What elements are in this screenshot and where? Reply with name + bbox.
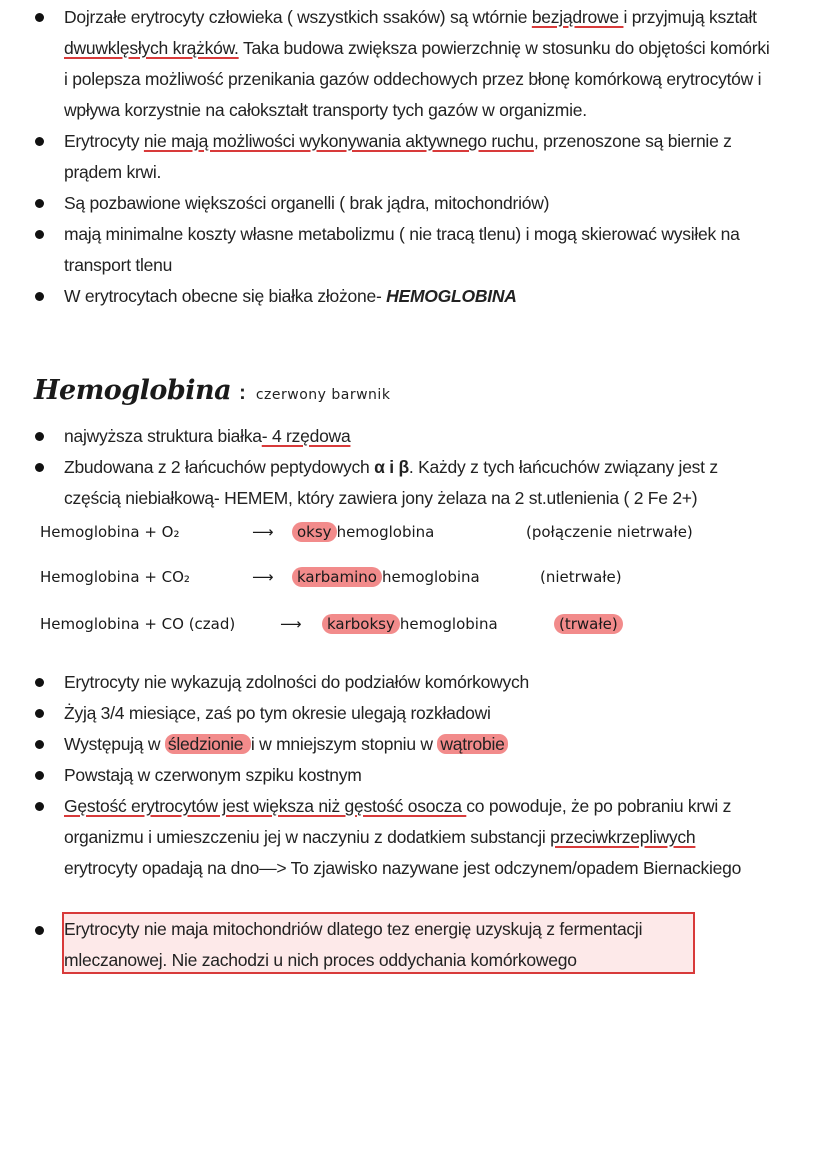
underlined-term: bezjądrowe [531, 7, 624, 27]
list-item: Żyją 3/4 miesiące, zaś po tym okresie ulegają rozkładowi [30, 698, 770, 729]
reaction-product: karboksy hemoglobina [322, 615, 498, 633]
reaction-product: oksy hemoglobina [292, 523, 434, 541]
list-item: Są pozbawione większości organelli ( brak jądra, mitochondriów) [30, 188, 770, 219]
reaction-note [554, 615, 623, 633]
reaction-note: (połączenie nietrwałe) [526, 523, 693, 541]
bullet-icon [35, 678, 44, 687]
underlined-term: przeciwkrzepliwych [550, 827, 696, 847]
product-highlight: karbamino [292, 567, 382, 587]
erythrocyte-lifecycle-list [30, 667, 770, 884]
highlighted-term: wątrobie [437, 734, 507, 754]
reaction-left: Hemoglobina + CO₂ [40, 568, 190, 586]
arrow-icon: ⟶ [252, 568, 274, 586]
hemoglobina-term: HEMOGLOBINA [386, 286, 517, 306]
list-item: Zbudowana z 2 łańcuchów peptydowych α i β. Każdy z tych łańcuchów związany jest z częścią niebiałkową- HEMEM, który zawiera jony żelaza na 2 st.utlenienia ( 2 Fe 2+) [30, 452, 770, 514]
heading-title: Hemoglobina [34, 375, 232, 406]
reaction-product: karbamino hemoglobina [292, 568, 480, 586]
bullet-icon [35, 709, 44, 718]
arrow-icon: ⟶ [252, 523, 274, 541]
heading-subtitle: czerwony barwnik [255, 387, 391, 403]
bullet-icon [35, 432, 44, 441]
list-item: Powstają w czerwonym szpiku kostnym [30, 760, 770, 791]
reaction-note: (nietrwałe) [540, 568, 622, 586]
bullet-icon [35, 292, 44, 301]
bullet-icon [35, 199, 44, 208]
list-item: Gęstość erytrocytów jest większa niż gęstość osocza co powoduje, że po pobraniu krwi z organizmu i umieszczeniu jej w naczyniu z dodatkiem substancji przeciwkrzepliwych erytrocyty opadają na dno—> To zjawisko nazywane jest odczynem/opadem Biernackiego [30, 791, 770, 884]
arrow-icon: ⟶ [280, 615, 302, 633]
reaction-left: Hemoglobina + O₂ [40, 523, 180, 541]
highlighted-term: śledzionie [165, 734, 251, 754]
underlined-term: - 4 rzędowa [261, 426, 351, 446]
list-item: najwyższa struktura białka- 4 rzędowa [30, 421, 770, 452]
bullet-icon [35, 13, 44, 22]
bullet-icon [35, 740, 44, 749]
list-item: W erytrocytach obecne się białka złożone- HEMOGLOBINA [30, 281, 770, 312]
hemoglobin-facts-list [30, 421, 770, 514]
boxed-note: Erytrocyty nie maja mitochondriów dlatego tez energię uzyskują z fermentacji mleczanowej. Nie zachodzi u nich proces oddychania komórkowego [64, 919, 643, 970]
product-highlight: oksy [292, 522, 337, 542]
bullet-icon [35, 137, 44, 146]
reaction-row [40, 523, 800, 553]
list-item: Występują w śledzionie i w mniejszym stopniu w wątrobie [30, 729, 770, 760]
reaction-row [40, 615, 800, 645]
bullet-icon [35, 463, 44, 472]
note-highlight: (trwałe) [554, 614, 623, 634]
list-item: Dojrzałe erytrocyty człowieka ( wszystkich ssaków) są wtórnie bezjądrowe i przyjmują kształt dwuwklęsłych krążków. Taka budowa zwiększa powierzchnię w stosunku do objętości komórki i polepsza możliwość przenikania gazów oddechowych przez błonę komórkową erytrocytów i wpływa korzystnie na całokształt transporty tych gazów w organizmie. [30, 2, 770, 126]
erythrocyte-facts-list [30, 2, 770, 312]
list-item: Erytrocyty nie mają możliwości wykonywania aktywnego ruchu, przenoszone są biernie z prądem krwi. [30, 126, 770, 188]
list-item: Erytrocyty nie wykazują zdolności do podziałów komórkowych [30, 667, 770, 698]
reaction-left: Hemoglobina + CO (czad) [40, 615, 236, 633]
heading-colon: : [239, 382, 246, 404]
product-highlight: karboksy [322, 614, 400, 634]
bullet-icon [35, 230, 44, 239]
underlined-term: nie mają możliwości wykonywania aktywnego ruchu [143, 131, 534, 151]
bullet-icon [35, 771, 44, 780]
list-item: mają minimalne koszty własne metabolizmu ( nie tracą tlenu) i mogą skierować wysiłek na transport tlenu [30, 219, 770, 281]
bullet-icon [35, 802, 44, 811]
underlined-term: dwuwklęsłych krążków. [64, 38, 239, 58]
underlined-term: Gęstość erytrocytów jest większa niż gęstość osocza [64, 796, 467, 816]
bullet-icon [35, 926, 44, 935]
reaction-row [40, 568, 800, 598]
greek-chains: α i β [374, 457, 409, 477]
section-heading [34, 375, 390, 415]
